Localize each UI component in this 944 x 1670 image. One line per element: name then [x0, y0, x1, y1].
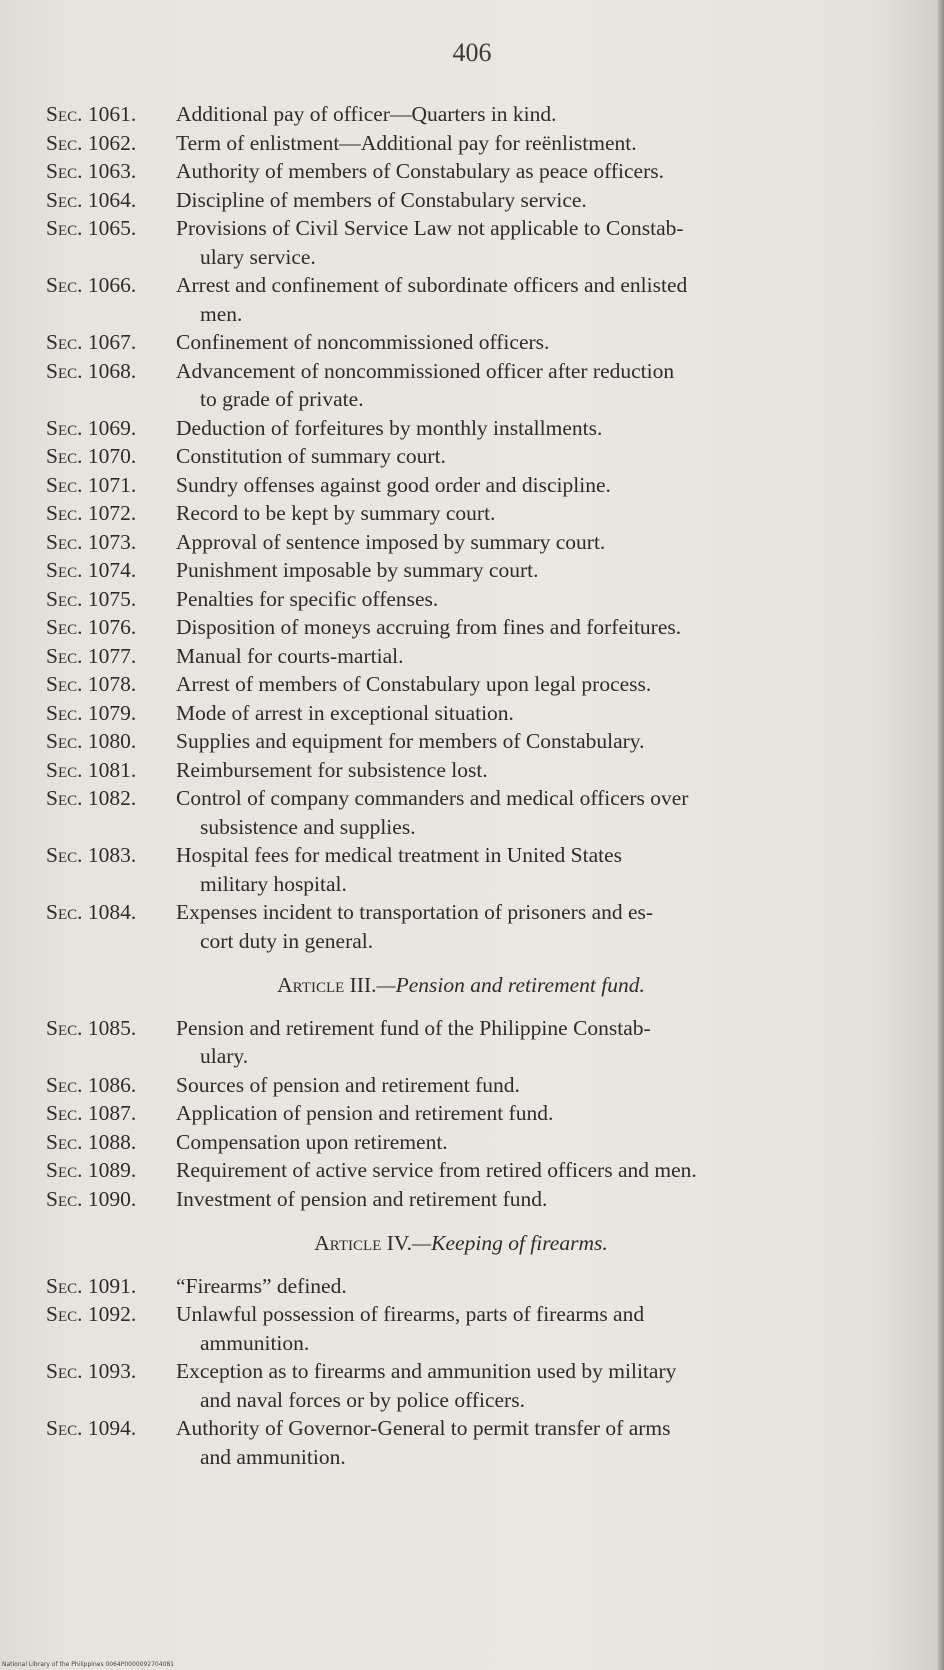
section-title-line: Hospital fees for medical treatment in United States: [176, 843, 622, 867]
section-number: [46, 898, 136, 927]
section-number: [46, 670, 136, 699]
toc-entry: [46, 442, 876, 471]
article-title: —Keeping of firearms.: [412, 1231, 608, 1255]
toc-entry: [46, 1128, 876, 1157]
section-label: Sec.: [46, 586, 83, 611]
toc-entry: [46, 1014, 876, 1071]
section-title-continuation: ammunition.: [200, 1330, 310, 1355]
section-label: Sec.: [46, 529, 83, 554]
section-title: [176, 699, 876, 728]
section-number: [46, 1071, 136, 1100]
section-title: [176, 471, 876, 500]
section-title: [176, 1185, 876, 1214]
section-number: [46, 1156, 136, 1185]
section-number: [46, 1099, 136, 1128]
section-label: Sec.: [46, 1302, 83, 1326]
toc-entry: [46, 357, 876, 414]
section-title-continuation: ulary service.: [200, 244, 316, 269]
section-title: [176, 157, 876, 186]
section-title-line: Term of enlistment—Additional pay for reënlistment.: [176, 130, 637, 155]
section-num-value: 1068.: [87, 358, 137, 383]
section-label: Sec.: [46, 1129, 83, 1154]
section-title-continuation: to grade of private.: [200, 387, 364, 411]
section-title-line: Disposition of moneys accruing from fines and forfeitures.: [176, 615, 682, 639]
section-title-line: Constitution of summary court.: [176, 444, 446, 468]
toc-entry: [46, 157, 876, 186]
section-title-line: Investment of pension and retirement fund.: [176, 1186, 548, 1211]
toc-entry: [46, 328, 876, 357]
section-label: Sec.: [46, 358, 83, 383]
section-label: Sec.: [46, 102, 83, 126]
section-num-value: 1075.: [87, 586, 137, 611]
section-num-value: 1069.: [87, 415, 137, 440]
section-num-value: 1086.: [87, 1072, 137, 1097]
section-number: [46, 585, 136, 614]
toc-entry: [46, 129, 876, 158]
section-number: [46, 642, 136, 671]
section-label: Sec.: [46, 558, 83, 582]
section-title-line: Approval of sentence imposed by summary court.: [176, 529, 606, 554]
article-label: Article III.: [277, 973, 377, 997]
section-number: [46, 1014, 136, 1043]
toc-entry: [46, 1300, 876, 1357]
section-num-value: 1093.: [87, 1359, 137, 1383]
section-number: [46, 157, 136, 186]
section-title-line: Authority of Governor-General to permit transfer of arms: [176, 1416, 671, 1440]
toc-entry: [46, 499, 876, 528]
section-title-line: Provisions of Civil Service Law not applicable to Constab-: [176, 216, 684, 240]
section-title: [176, 100, 876, 129]
toc-entry: [46, 1185, 876, 1214]
section-number: [46, 841, 136, 870]
section-num-value: 1072.: [87, 501, 137, 525]
section-num-value: 1064.: [87, 187, 137, 212]
toc-entry: [46, 699, 876, 728]
section-num-value: 1090.: [87, 1186, 137, 1211]
section-number: [46, 271, 136, 300]
toc-entry: [46, 1156, 876, 1185]
page-number: 406: [452, 38, 492, 67]
section-num-value: 1063.: [87, 159, 137, 183]
section-num-value: 1084.: [87, 900, 137, 924]
section-title: [176, 841, 876, 898]
section-title: [176, 129, 876, 158]
section-number: [46, 699, 136, 728]
section-num-value: 1089.: [87, 1158, 137, 1182]
section-label: Sec.: [46, 501, 83, 525]
section-num-value: 1079.: [87, 700, 137, 725]
section-title: [176, 727, 876, 756]
section-title-line: Compensation upon retirement.: [176, 1129, 448, 1154]
section-num-value: 1061.: [87, 102, 137, 126]
section-label: Sec.: [46, 1101, 83, 1125]
section-label: Sec.: [46, 615, 83, 639]
section-number: [46, 727, 136, 756]
section-label: Sec.: [46, 216, 83, 240]
section-label: Sec.: [46, 1158, 83, 1182]
section-label: Sec.: [46, 1273, 83, 1298]
section-label: Sec.: [46, 444, 83, 468]
section-title-line: Control of company commanders and medical officers over: [176, 786, 689, 810]
section-num-value: 1088.: [87, 1129, 137, 1154]
article-title: —Pension and retirement fund.: [376, 973, 645, 997]
section-title-line: Additional pay of officer—Quarters in kind.: [176, 102, 557, 126]
section-title-continuation: cort duty in general.: [200, 928, 374, 953]
article-heading-iii: [46, 971, 876, 1000]
section-num-value: 1082.: [87, 786, 137, 810]
section-number: [46, 471, 136, 500]
toc-entry: [46, 471, 876, 500]
section-num-value: 1067.: [87, 330, 137, 354]
section-label: Sec.: [46, 700, 83, 725]
section-title-continuation: subsistence and supplies.: [200, 814, 416, 839]
section-title-line: Reimbursement for subsistence lost.: [176, 757, 488, 782]
section-label: Sec.: [46, 786, 83, 810]
toc-entry: [46, 1099, 876, 1128]
section-num-value: 1077.: [87, 643, 137, 668]
section-num-value: 1066.: [87, 273, 137, 297]
section-num-value: 1081.: [87, 757, 137, 782]
section-number: [46, 1128, 136, 1157]
section-title-line: Unlawful possession of firearms, parts of firearms and: [176, 1302, 645, 1326]
section-title: [176, 1071, 876, 1100]
toc-entry: [46, 1357, 876, 1414]
section-num-value: 1074.: [87, 558, 137, 582]
section-title-line: Punishment imposable by summary court.: [176, 558, 539, 582]
section-title-line: Manual for courts-martial.: [176, 643, 404, 668]
section-title-line: Expenses incident to transportation of prisoners and es-: [176, 900, 654, 924]
section-title: [176, 442, 876, 471]
section-label: Sec.: [46, 1416, 83, 1440]
section-num-value: 1078.: [87, 672, 137, 696]
section-number: [46, 414, 136, 443]
toc-entry: [46, 841, 876, 898]
section-number: [46, 1272, 136, 1301]
section-title: [176, 186, 876, 215]
toc-entry: [46, 414, 876, 443]
toc-entry: [46, 1272, 876, 1301]
section-label: Sec.: [46, 672, 83, 696]
section-title-line: Mode of arrest in exceptional situation.: [176, 700, 514, 725]
section-num-value: 1065.: [87, 216, 137, 240]
toc-entry: [46, 784, 876, 841]
section-num-value: 1083.: [87, 843, 137, 867]
section-title: [176, 898, 876, 955]
section-label: Sec.: [46, 330, 83, 354]
section-label: Sec.: [46, 1186, 83, 1211]
section-title: [176, 556, 876, 585]
toc-entry: [46, 585, 876, 614]
section-title: [176, 1128, 876, 1157]
section-title-line: Discipline of members of Constabulary service.: [176, 187, 587, 212]
section-number: [46, 1357, 136, 1386]
section-num-value: 1091.: [87, 1273, 137, 1298]
section-num-value: 1092.: [87, 1302, 137, 1326]
section-title: [176, 670, 876, 699]
binding-edge: [938, 0, 944, 1670]
section-title-line: Requirement of active service from retired officers and men.: [176, 1158, 697, 1182]
section-num-value: 1094.: [87, 1416, 137, 1440]
section-title: [176, 414, 876, 443]
section-number: [46, 499, 136, 528]
section-number: [46, 784, 136, 813]
section-label: Sec.: [46, 843, 83, 867]
toc-entry: [46, 756, 876, 785]
section-num-value: 1080.: [87, 729, 137, 753]
section-list-article-iii: [46, 1014, 876, 1214]
toc-entry: [46, 214, 876, 271]
section-label: Sec.: [46, 472, 83, 497]
section-number: [46, 357, 136, 386]
section-num-value: 1070.: [87, 444, 137, 468]
section-number: [46, 1300, 136, 1329]
section-num-value: 1076.: [87, 615, 137, 639]
article-label: Article IV.: [314, 1231, 413, 1255]
section-title: [176, 1414, 876, 1471]
section-title-line: Supplies and equipment for members of Constabulary.: [176, 729, 645, 753]
section-label: Sec.: [46, 757, 83, 782]
section-number: [46, 756, 136, 785]
section-title-line: “Firearms” defined.: [176, 1273, 347, 1298]
section-title-continuation: ulary.: [200, 1044, 249, 1068]
section-title: [176, 357, 876, 414]
section-label: Sec.: [46, 1072, 83, 1097]
toc-entry: [46, 727, 876, 756]
section-title-line: Arrest of members of Constabulary upon legal process.: [176, 672, 652, 696]
section-num-value: 1071.: [87, 472, 137, 497]
section-title-line: Confinement of noncommissioned officers.: [176, 330, 550, 354]
section-number: [46, 442, 136, 471]
section-title-line: Penalties for specific offenses.: [176, 586, 439, 611]
section-title-continuation: and naval forces or by police officers.: [200, 1387, 525, 1412]
section-label: Sec.: [46, 729, 83, 753]
section-label: Sec.: [46, 643, 83, 668]
section-label: Sec.: [46, 900, 83, 924]
section-title: [176, 642, 876, 671]
section-number: [46, 129, 136, 158]
toc-entry: [46, 528, 876, 557]
section-number: [46, 1414, 136, 1443]
section-label: Sec.: [46, 187, 83, 212]
section-title-line: Pension and retirement fund of the Philippine Constab-: [176, 1015, 651, 1040]
scan-footer: National Library of the Philippines 0064P0000092704081: [2, 1661, 174, 1668]
section-list-article-iv: [46, 1272, 876, 1472]
toc-entry: [46, 556, 876, 585]
toc-entry: [46, 1414, 876, 1471]
section-title: [176, 1300, 876, 1357]
section-title-line: Advancement of noncommissioned officer after reduction: [176, 358, 675, 383]
section-title: [176, 271, 876, 328]
section-label: Sec.: [46, 1015, 83, 1040]
toc-entry: [46, 1071, 876, 1100]
toc-entry: [46, 100, 876, 129]
section-num-value: 1087.: [87, 1101, 137, 1125]
section-title: [176, 756, 876, 785]
section-title: [176, 214, 876, 271]
section-title-line: Sundry offenses against good order and discipline.: [176, 472, 611, 497]
section-title: [176, 1014, 876, 1071]
section-title: [176, 499, 876, 528]
section-num-value: 1085.: [87, 1015, 137, 1040]
section-title-line: Application of pension and retirement fund.: [176, 1101, 554, 1125]
section-title: [176, 1156, 876, 1185]
section-title-line: Arrest and confinement of subordinate officers and enlisted: [176, 273, 688, 297]
section-number: [46, 528, 136, 557]
section-title-continuation: men.: [200, 301, 243, 326]
article-heading-iv: [46, 1229, 876, 1258]
section-label: Sec.: [46, 273, 83, 297]
toc-entry: [46, 271, 876, 328]
section-title-line: Record to be kept by summary court.: [176, 501, 496, 525]
toc-entry: [46, 642, 876, 671]
section-title: [176, 528, 876, 557]
table-of-contents: [46, 100, 876, 1471]
section-title: [176, 784, 876, 841]
section-number: [46, 328, 136, 357]
section-label: Sec.: [46, 130, 83, 155]
section-label: Sec.: [46, 415, 83, 440]
section-title: [176, 1272, 876, 1301]
section-title: [176, 585, 876, 614]
section-title-line: Exception as to firearms and ammunition used by military: [176, 1359, 677, 1383]
section-title-line: Authority of members of Constabulary as peace officers.: [176, 159, 664, 183]
section-title-line: Deduction of forfeitures by monthly installments.: [176, 415, 603, 440]
toc-entry: [46, 186, 876, 215]
section-number: [46, 186, 136, 215]
section-list-article-ii: [46, 100, 876, 955]
section-title-continuation: military hospital.: [200, 871, 347, 896]
section-number: [46, 556, 136, 585]
section-title-line: Sources of pension and retirement fund.: [176, 1072, 520, 1097]
toc-entry: [46, 898, 876, 955]
section-number: [46, 1185, 136, 1214]
section-title: [176, 1357, 876, 1414]
section-label: Sec.: [46, 159, 83, 183]
section-num-value: 1062.: [87, 130, 137, 155]
section-number: [46, 100, 136, 129]
toc-entry: [46, 670, 876, 699]
section-num-value: 1073.: [87, 529, 137, 554]
section-title: [176, 1099, 876, 1128]
section-number: [46, 214, 136, 243]
section-title-continuation: and ammunition.: [200, 1444, 346, 1469]
section-title: [176, 328, 876, 357]
section-title: [176, 613, 876, 642]
toc-entry: [46, 613, 876, 642]
section-label: Sec.: [46, 1359, 83, 1383]
section-number: [46, 613, 136, 642]
